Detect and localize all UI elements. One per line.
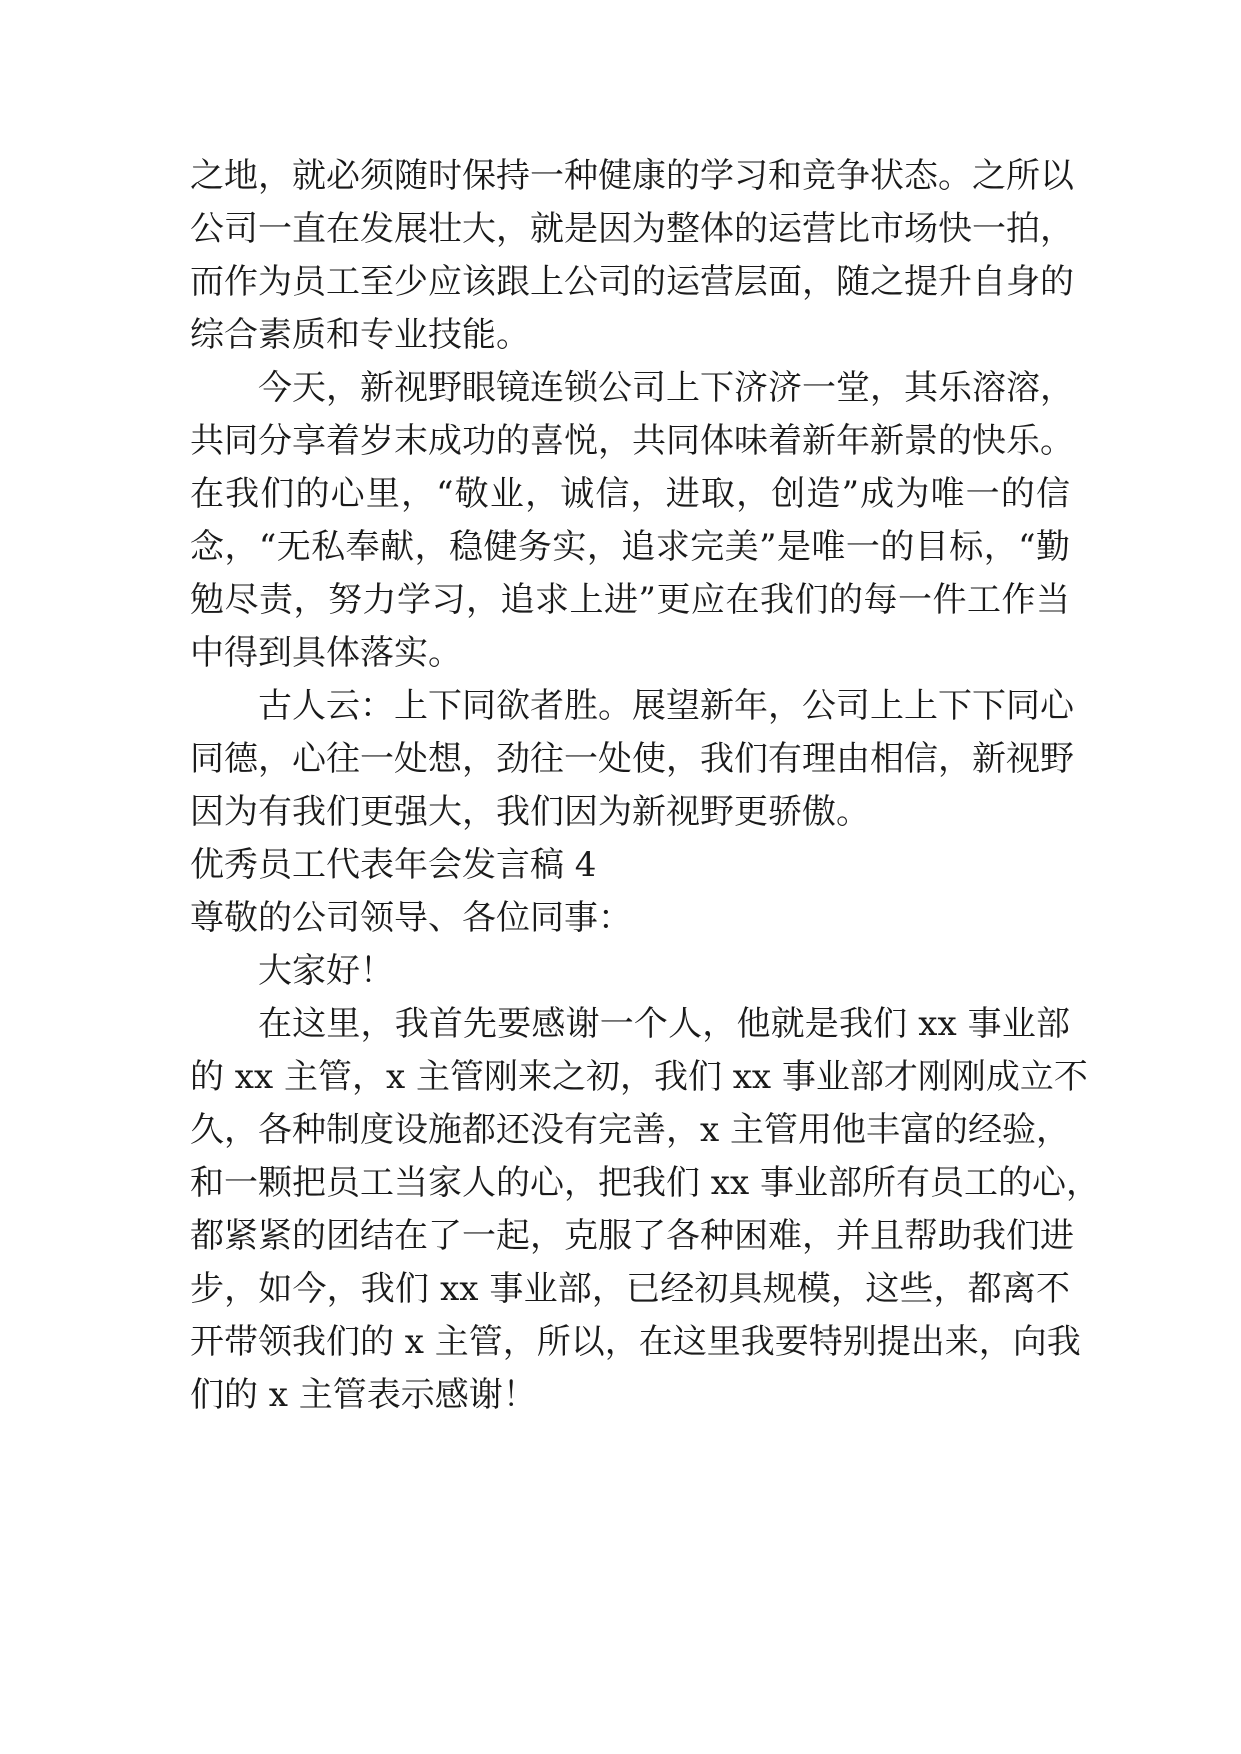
text-line: 勉尽责，努力学习，追求上进”更应在我们的每一件工作当 (190, 580, 1070, 620)
paragraph-first-line: 在这里，我首先要感谢一个人，他就是我们 xx 事业部 (258, 1004, 1070, 1044)
text-line: 综合素质和专业技能。 (190, 315, 530, 355)
salutation: 尊敬的公司领导、各位同事： (190, 898, 632, 938)
text-line: 同德，心往一处想，劲往一处使，我们有理由相信，新视野 (190, 739, 1074, 779)
paragraph-first-line: 古人云：上下同欲者胜。展望新年，公司上上下下同心 (258, 686, 1074, 726)
text-line: 公司一直在发展壮大，就是因为整体的运营比市场快一拍， (190, 209, 1074, 249)
section-heading: 优秀员工代表年会发言稿 4 (190, 845, 597, 885)
text-line: 之地，就必须随时保持一种健康的学习和竞争状态。之所以 (190, 156, 1074, 196)
text-line: 步，如今，我们 xx 事业部，已经初具规模，这些，都离不 (190, 1269, 1070, 1309)
greeting: 大家好！ (258, 951, 394, 991)
text-line: 念，“无私奉献，稳健务实，追求完美”是唯一的目标，“勤 (190, 527, 1070, 567)
text-line: 在我们的心里，“敬业，诚信，进取，创造”成为唯一的信 (190, 474, 1070, 514)
text-line: 和一颗把员工当家人的心，把我们 xx 事业部所有员工的心， (190, 1163, 1100, 1203)
paragraph-first-line: 今天，新视野眼镜连锁公司上下济济一堂，其乐溶溶， (258, 368, 1074, 408)
text-line: 中得到具体落实。 (190, 633, 462, 673)
text-line: 开带领我们的 x 主管，所以，在这里我要特别提出来，向我 (190, 1322, 1081, 1362)
text-line: 共同分享着岁末成功的喜悦，共同体味着新年新景的快乐。 (190, 421, 1074, 461)
text-line: 久，各种制度设施都还没有完善，x 主管用他丰富的经验， (190, 1110, 1070, 1150)
text-line: 而作为员工至少应该跟上公司的运营层面，随之提升自身的 (190, 262, 1074, 302)
text-line: 的 xx 主管，x 主管刚来之初，我们 xx 事业部才刚刚成立不 (190, 1057, 1088, 1097)
text-line: 因为有我们更强大，我们因为新视野更骄傲。 (190, 792, 870, 832)
text-line: 都紧紧的团结在了一起，克服了各种困难，并且帮助我们进 (190, 1216, 1074, 1256)
text-line: 们的 x 主管表示感谢！ (190, 1375, 537, 1415)
